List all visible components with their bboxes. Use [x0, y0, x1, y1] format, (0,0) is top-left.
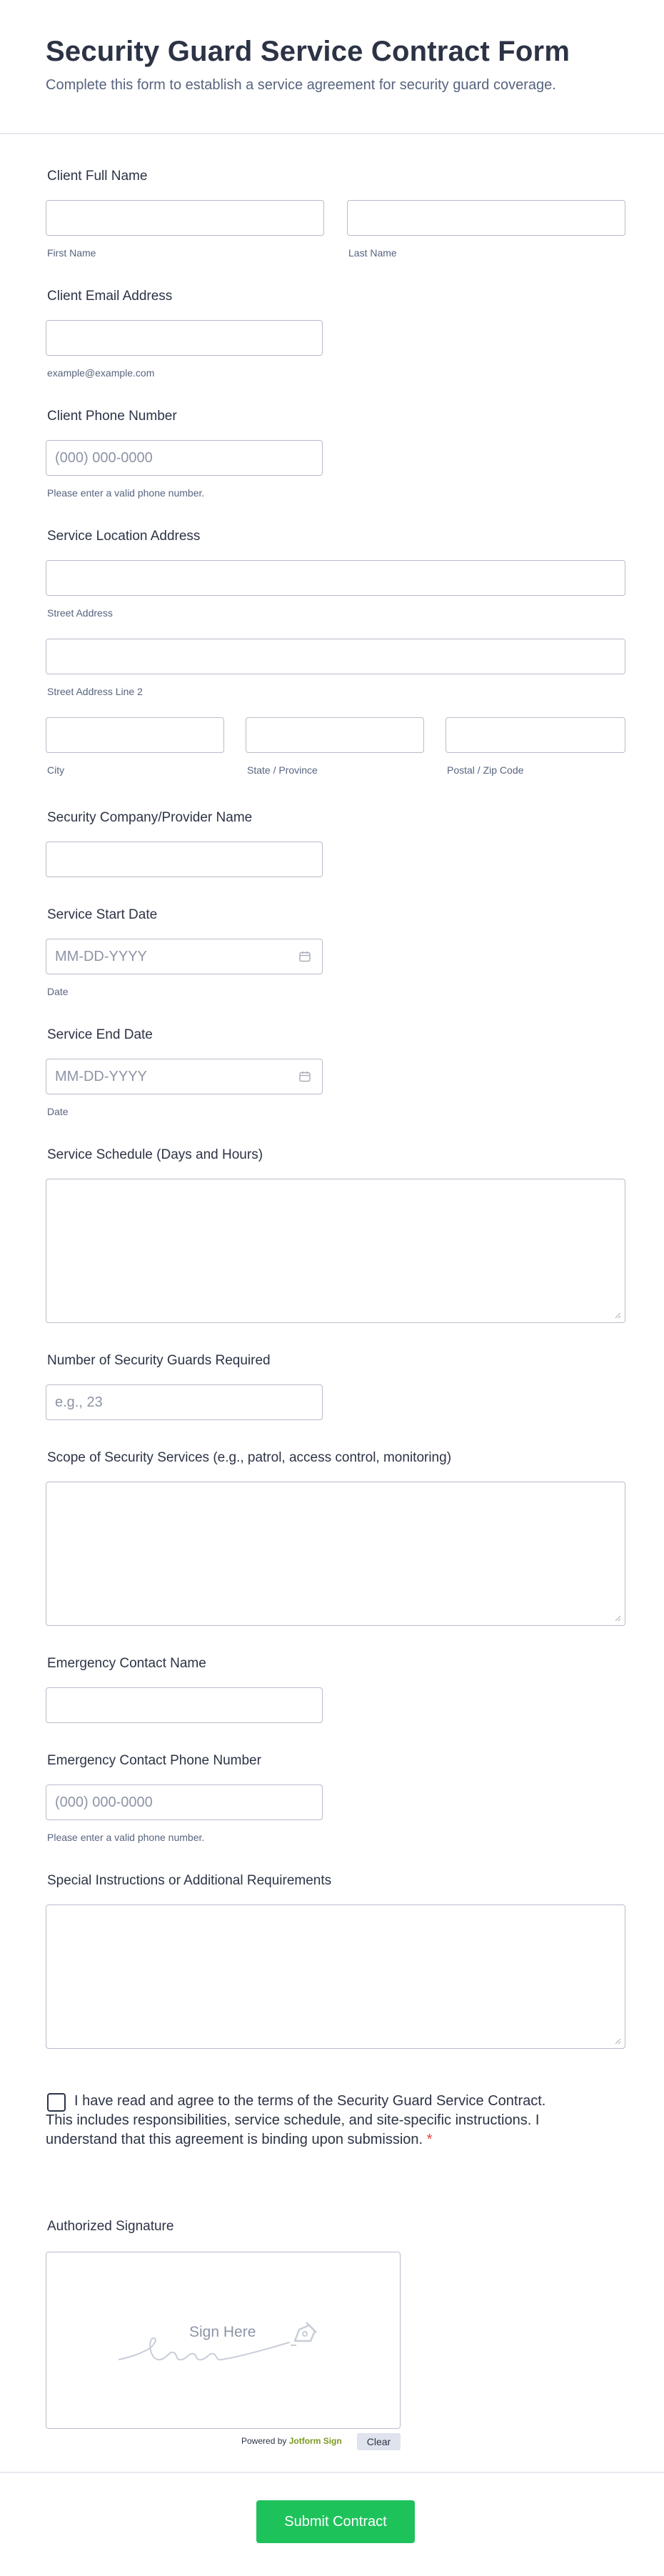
guards-label: Number of Security Guards Required	[47, 1353, 271, 1368]
state-sublabel: State / Province	[247, 764, 318, 776]
start-date-sublabel: Date	[47, 986, 69, 997]
agreement-text	[46, 2092, 560, 2150]
instructions-textarea[interactable]	[46, 1904, 625, 2049]
agreement-text-body: I have read and agree to the terms of the Security Guard Service Contract. This includes responsibilities, service schedule, and site-specific instructions. I understand that this agreement is binding upon submission.	[46, 2093, 546, 2147]
start-date-label: Service Start Date	[47, 907, 158, 922]
city-input[interactable]	[46, 717, 224, 753]
first-name-sublabel: First Name	[47, 247, 96, 259]
scope-label: Scope of Security Services (e.g., patrol, access control, monitoring)	[47, 1450, 452, 1465]
schedule-label: Service Schedule (Days and Hours)	[47, 1147, 263, 1162]
emergency-phone-sublabel: Please enter a valid phone number.	[47, 1832, 205, 1843]
guards-input[interactable]	[46, 1384, 323, 1420]
form-header	[0, 0, 664, 134]
client-phone-input[interactable]	[46, 440, 323, 476]
client-email-sublabel: example@example.com	[47, 367, 155, 379]
pen-icon	[288, 2320, 319, 2348]
form-subtitle: Complete this form to establish a service agreement for security guard coverage.	[46, 77, 556, 93]
client-email-label: Client Email Address	[47, 289, 173, 304]
end-date-sublabel: Date	[47, 1106, 69, 1117]
street-address-sublabel: Street Address	[47, 607, 113, 619]
start-date-input[interactable]	[46, 939, 323, 974]
calendar-icon[interactable]	[298, 1070, 311, 1083]
powered-by-prefix: Powered by	[241, 2436, 287, 2446]
emergency-phone-input[interactable]	[46, 1784, 323, 1820]
resize-grip-icon[interactable]	[614, 2037, 621, 2045]
calendar-icon[interactable]	[298, 950, 311, 963]
clear-signature-button[interactable]: Clear	[357, 2433, 401, 2450]
client-name-label: Client Full Name	[47, 169, 148, 184]
provider-input[interactable]	[46, 842, 323, 877]
emergency-phone-label: Emergency Contact Phone Number	[47, 1753, 261, 1768]
signature-pad[interactable]	[46, 2252, 401, 2429]
end-date-input[interactable]	[46, 1059, 323, 1094]
zip-sublabel: Postal / Zip Code	[447, 764, 524, 776]
powered-by-brand[interactable]: Jotform Sign	[288, 2436, 342, 2446]
street-address-line2-input[interactable]	[46, 639, 625, 674]
last-name-input[interactable]	[347, 200, 625, 236]
emergency-name-label: Emergency Contact Name	[47, 1656, 206, 1671]
first-name-input[interactable]	[46, 200, 324, 236]
powered-by-text	[241, 2436, 342, 2446]
provider-label: Security Company/Provider Name	[47, 810, 253, 825]
footer-divider	[0, 2472, 664, 2473]
resize-grip-icon[interactable]	[614, 1614, 621, 1622]
city-sublabel: City	[47, 764, 65, 776]
submit-button[interactable]: Submit Contract	[256, 2500, 415, 2543]
emergency-name-input[interactable]	[46, 1687, 323, 1723]
instructions-label: Special Instructions or Additional Requirements	[47, 1873, 332, 1888]
last-name-sublabel: Last Name	[348, 247, 397, 259]
client-phone-sublabel: Please enter a valid phone number.	[47, 487, 205, 499]
street-address-input[interactable]	[46, 560, 625, 596]
schedule-textarea[interactable]	[46, 1179, 625, 1323]
required-mark: *	[426, 2132, 433, 2147]
client-phone-label: Client Phone Number	[47, 409, 177, 424]
signature-label: Authorized Signature	[47, 2219, 174, 2234]
resize-grip-icon[interactable]	[614, 1312, 621, 1319]
scope-textarea[interactable]	[46, 1482, 625, 1626]
state-input[interactable]	[246, 717, 424, 753]
signature-placeholder: Sign Here	[189, 2324, 256, 2340]
location-label: Service Location Address	[47, 529, 201, 544]
street-address-line2-sublabel: Street Address Line 2	[47, 686, 143, 697]
form-title: Security Guard Service Contract Form	[46, 36, 570, 67]
zip-input[interactable]	[446, 717, 625, 753]
end-date-label: Service End Date	[47, 1027, 153, 1042]
client-email-input[interactable]	[46, 320, 323, 356]
